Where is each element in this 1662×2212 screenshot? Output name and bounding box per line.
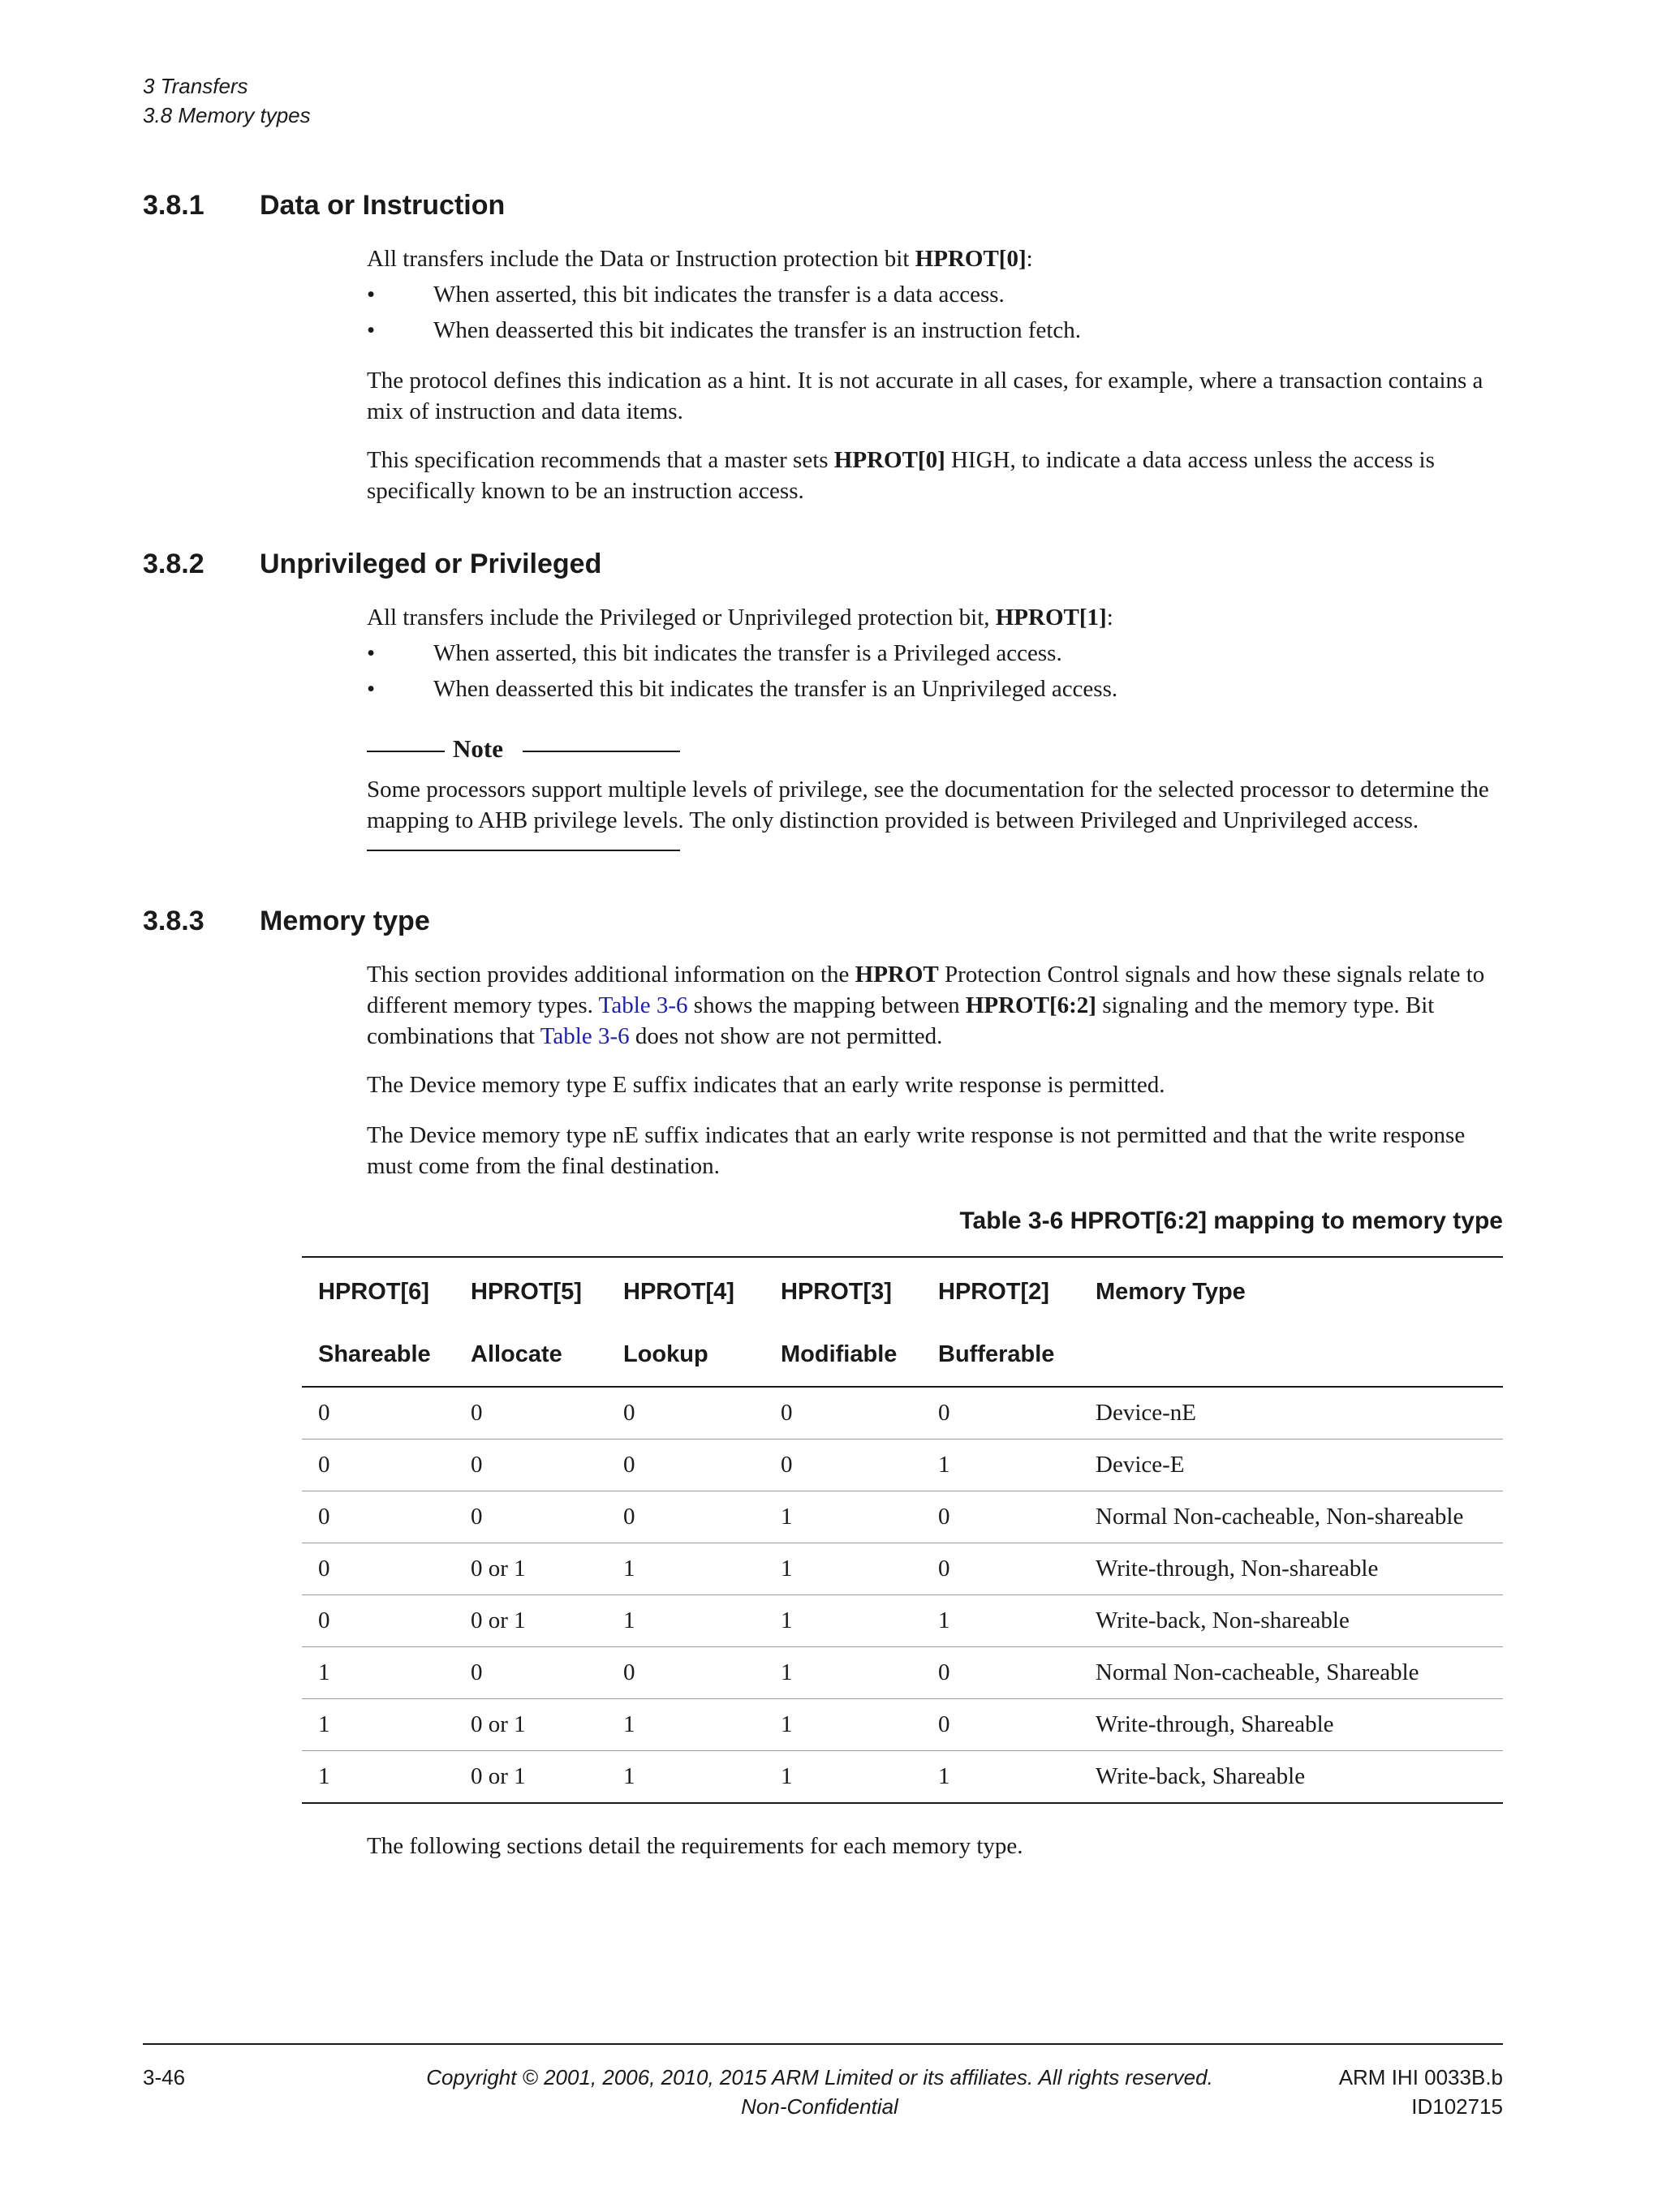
table-cell: 1 (764, 1543, 922, 1595)
bullet-text: When asserted, this bit indicates the transfer is a Privileged access. (433, 640, 1062, 666)
table-cell: 0 (302, 1491, 454, 1543)
signal-name: HPROT (855, 962, 939, 988)
table-cell: Device-nE (1079, 1387, 1503, 1440)
table-cell: Write-back, Non-shareable (1079, 1595, 1503, 1647)
bullet-marker: • (367, 640, 376, 666)
document-id: ARM IHI 0033B.b (1338, 2065, 1503, 2089)
document-revision: ID102715 (1411, 2094, 1503, 2119)
table-3-6-link[interactable]: Table 3-6 (598, 992, 688, 1018)
table-cell: 1 (764, 1647, 922, 1699)
footer-copyright (390, 2063, 1250, 2121)
memory-type-table (302, 1256, 1503, 1804)
note-rule-left (367, 751, 445, 752)
bullet-marker: • (367, 317, 376, 343)
table-header-cell: HPROT[4] (623, 1278, 734, 1305)
running-header-chapter: 3 Transfers (143, 74, 248, 98)
table-cell: 1 (607, 1751, 764, 1804)
running-header-section: 3.8 Memory types (143, 103, 311, 127)
table-cell: 1 (607, 1595, 764, 1647)
table-row (302, 1491, 1503, 1543)
table-cell: 0 or 1 (454, 1699, 607, 1751)
table-cell: 0 (764, 1387, 922, 1440)
table-cell: 0 or 1 (454, 1595, 607, 1647)
table-cell: 0 (302, 1387, 454, 1440)
section-title: Memory type (260, 906, 430, 936)
table-row (302, 1543, 1503, 1595)
signal-name: HPROT[6:2] (965, 992, 1096, 1018)
table-header-cell: Bufferable (922, 1323, 1079, 1387)
note-text: Some processors support multiple levels of privilege, see the documentation for the selected processor to determine the mapping to AHB privilege levels. The only distinction provided is between Privileged and Unprivileged access. (367, 777, 1489, 833)
table-row (302, 1751, 1503, 1804)
footer-rule (143, 2043, 1503, 2045)
bullet-text: When asserted, this bit indicates the transfer is a data access. (433, 282, 1005, 308)
section-number: 3.8.3 (143, 906, 205, 936)
table-header-cell: HPROT[5] (471, 1278, 582, 1305)
table-row (302, 1699, 1503, 1751)
paragraph-text: signaling and the memory type. Bit combinations that (367, 992, 1435, 1049)
note-rule-bottom (367, 850, 680, 851)
footer-doc-id (1339, 2063, 1503, 2121)
intro-colon: : (1106, 605, 1113, 630)
table-cell: 0 (922, 1387, 1079, 1440)
table-cell: 1 (302, 1647, 454, 1699)
table-header-cell: Shareable (302, 1323, 454, 1387)
table-header-row (302, 1323, 1503, 1387)
section-heading-3-8-2 (143, 549, 954, 581)
table-cell: 0 (607, 1647, 764, 1699)
running-header (143, 71, 311, 130)
section-number: 3.8.2 (143, 549, 205, 579)
table-cell: 0 or 1 (454, 1751, 607, 1804)
table-header-cell: Modifiable (764, 1323, 922, 1387)
table-cell: 1 (922, 1595, 1079, 1647)
table-row (302, 1647, 1503, 1699)
bullet-text: When deasserted this bit indicates the transfer is an instruction fetch. (433, 317, 1082, 343)
paragraph-text: shows the mapping between (687, 992, 966, 1018)
paragraph: The protocol defines this indication as a hint. It is not accurate in all cases, for example, where a transaction contains a mix of instruction and data items. (367, 368, 1483, 424)
bullet-item (367, 279, 1503, 310)
table-cell: Write-through, Shareable (1079, 1699, 1503, 1751)
table-cell: 0 (764, 1440, 922, 1491)
table-cell: 1 (922, 1440, 1079, 1491)
section-title: Unprivileged or Privileged (260, 549, 602, 579)
table-cell: 0 (454, 1647, 607, 1699)
table-row (302, 1440, 1503, 1491)
table-caption: Table 3-6 HPROT[6:2] mapping to memory type (959, 1207, 1503, 1234)
table-cell: 0 (922, 1543, 1079, 1595)
table-cell: 1 (302, 1751, 454, 1804)
table-row (302, 1595, 1503, 1647)
paragraph: The Device memory type nE suffix indicates that an early write response is not permitted and that the write response must come from the final destination. (367, 1122, 1466, 1179)
table-cell: Normal Non-cacheable, Shareable (1079, 1647, 1503, 1699)
paragraph (367, 959, 1503, 1052)
table-row (302, 1387, 1503, 1440)
table-cell: 0 (454, 1491, 607, 1543)
intro-text: All transfers include the Data or Instruction protection bit (367, 246, 915, 272)
table-cell: 1 (302, 1699, 454, 1751)
closing-paragraph: The following sections detail the requirements for each memory type. (367, 1833, 1023, 1859)
table-cell: 1 (607, 1699, 764, 1751)
table-cell: 0 (607, 1440, 764, 1491)
table-header-cell: HPROT[2] (938, 1278, 1049, 1305)
section-title: Data or Instruction (260, 190, 506, 221)
bullet-item (367, 315, 1503, 346)
table-3-6-link[interactable]: Table 3-6 (540, 1023, 630, 1049)
confidentiality-text: Non-Confidential (741, 2094, 898, 2119)
table-cell: 0 (922, 1491, 1079, 1543)
bullet-item (367, 638, 1503, 669)
table-cell: 0 or 1 (454, 1543, 607, 1595)
paragraph-text: This specification recommends that a master sets (367, 447, 834, 473)
table-header-cell (1079, 1323, 1503, 1387)
note-rule-right (523, 751, 680, 752)
table-cell: Normal Non-cacheable, Non-shareable (1079, 1491, 1503, 1543)
section-number: 3.8.1 (143, 190, 205, 221)
table-header-cell: Memory Type (1096, 1278, 1246, 1305)
paragraph: The Device memory type E suffix indicates that an early write response is permitted. (367, 1072, 1165, 1098)
paragraph-text: does not show are not permitted. (629, 1023, 943, 1049)
table-header-row (302, 1257, 1503, 1323)
copyright-text: Copyright © 2001, 2006, 2010, 2015 ARM Limited or its affiliates. All rights reserved. (426, 2065, 1213, 2089)
table-cell: Write-through, Non-shareable (1079, 1543, 1503, 1595)
note-label: Note (453, 734, 503, 763)
table-cell: 1 (764, 1491, 922, 1543)
table-cell: 0 (454, 1387, 607, 1440)
table-header-cell: HPROT[3] (781, 1278, 892, 1305)
table-cell: 0 (922, 1647, 1079, 1699)
paragraph-text: Protection Control signals and how these signals relate to different memory types. (367, 962, 1485, 1018)
table-cell: Write-back, Shareable (1079, 1751, 1503, 1804)
bullet-marker: • (367, 282, 376, 308)
table-cell: 1 (607, 1543, 764, 1595)
table-cell: 0 (607, 1387, 764, 1440)
bullet-marker: • (367, 676, 376, 702)
table-cell: 1 (764, 1751, 922, 1804)
paragraph-text: This section provides additional information on the (367, 962, 855, 988)
table-header-cell: Allocate (454, 1323, 607, 1387)
paragraph (367, 445, 1503, 506)
section-intro (367, 243, 1503, 274)
page-number: 3-46 (143, 2065, 186, 2089)
table-header-cell: Lookup (607, 1323, 764, 1387)
table-cell: Device-E (1079, 1440, 1503, 1491)
table-cell: 1 (922, 1751, 1079, 1804)
table-cell: 0 (302, 1440, 454, 1491)
table-header-cell: HPROT[6] (318, 1278, 429, 1305)
table-cell: 1 (764, 1595, 922, 1647)
signal-name: HPROT[0] (915, 246, 1027, 272)
table-cell: 0 (302, 1543, 454, 1595)
table-cell: 0 (607, 1491, 764, 1543)
intro-text: All transfers include the Privileged or Unprivileged protection bit, (367, 605, 996, 630)
table-cell: 0 (454, 1440, 607, 1491)
intro-colon: : (1026, 246, 1033, 272)
section-heading-3-8-1 (143, 190, 954, 222)
bullet-item (367, 673, 1503, 704)
table-cell: 0 (302, 1595, 454, 1647)
table-cell: 0 (922, 1699, 1079, 1751)
signal-name: HPROT[1] (995, 605, 1107, 630)
bullet-text: When deasserted this bit indicates the transfer is an Unprivileged access. (433, 676, 1118, 702)
section-intro (367, 602, 1503, 633)
section-heading-3-8-3 (143, 906, 954, 938)
signal-name: HPROT[0] (833, 447, 945, 473)
paragraph-text: HIGH, to indicate a data access unless the access is specifically known to be an instruction access. (367, 447, 1435, 504)
table-cell: 1 (764, 1699, 922, 1751)
